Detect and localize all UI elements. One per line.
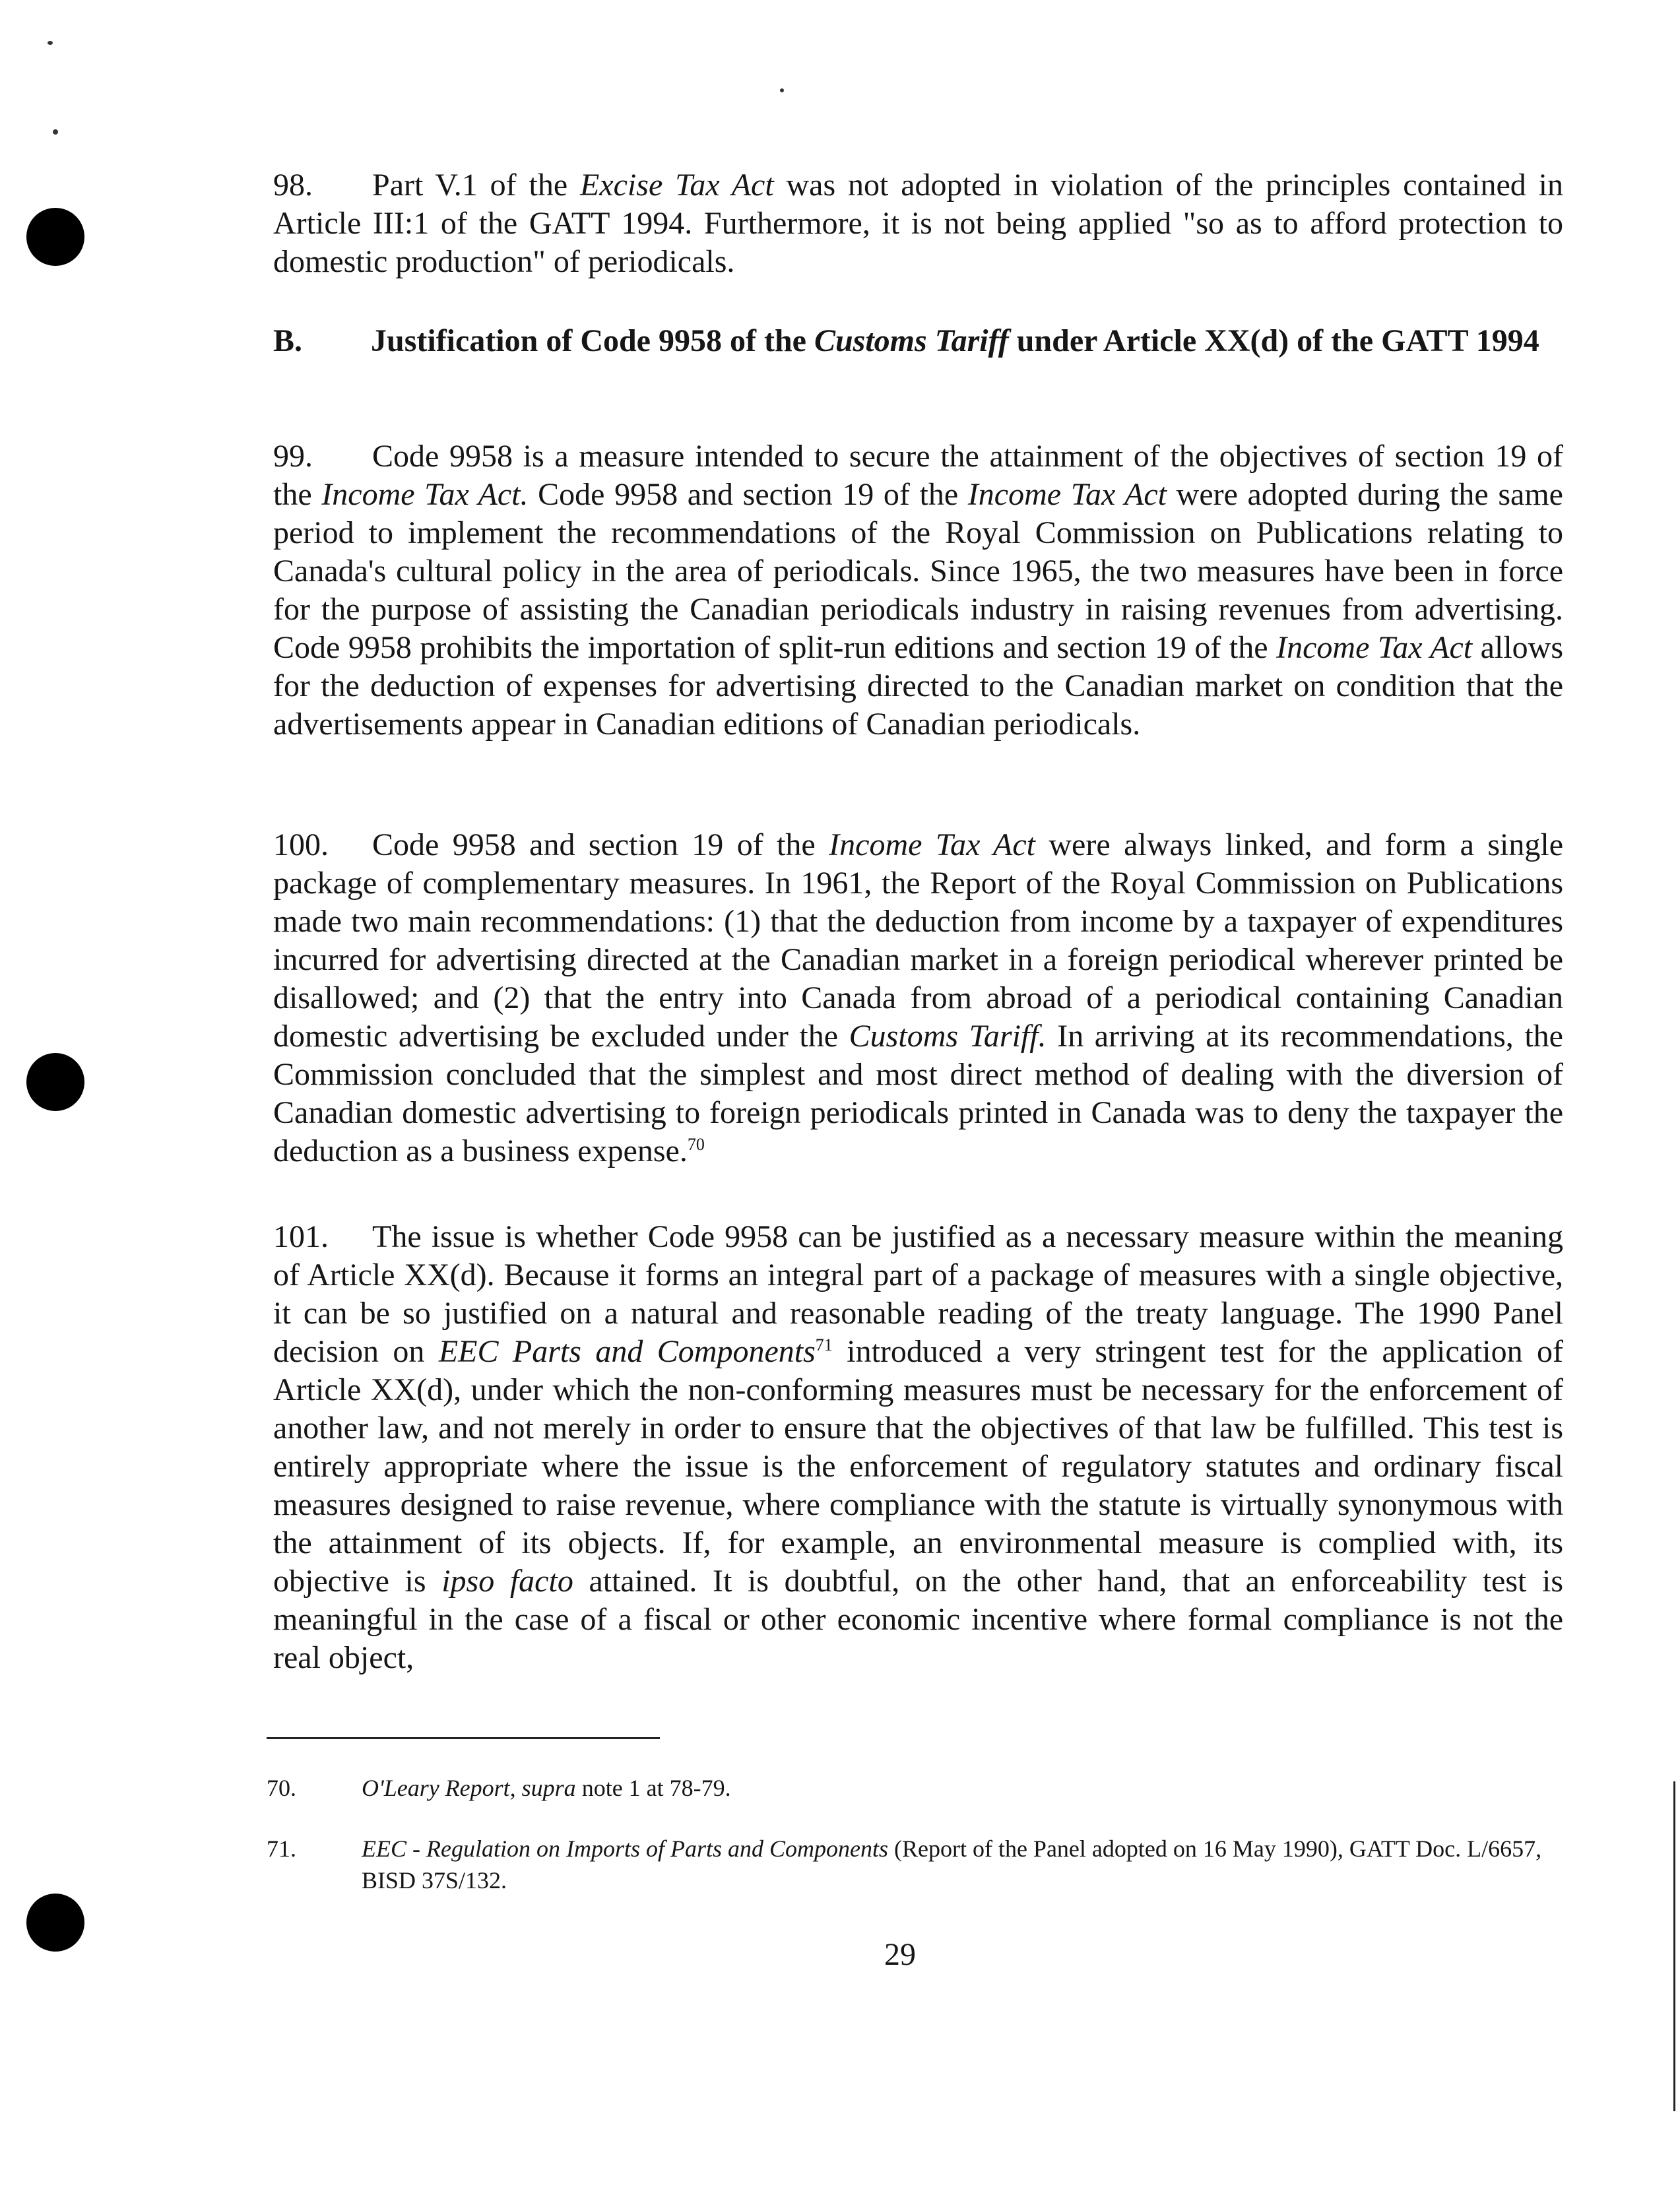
section-letter: B. (273, 323, 303, 358)
punch-hole-bottom (26, 1894, 84, 1952)
footnote-reference-71[interactable]: 71 (815, 1335, 833, 1354)
paragraph-number: 98. (273, 168, 313, 203)
page-number: 29 (884, 1937, 916, 1972)
paragraph-number: 99. (273, 439, 313, 474)
punch-hole-middle (26, 1053, 84, 1111)
paragraph-number: 100. (273, 827, 329, 862)
paragraph-italic-text: Excise Tax Act (580, 168, 774, 203)
footnote-reference-70[interactable]: 70 (687, 1135, 705, 1154)
paragraph-text: was not adopted in violation of the principles contained in Article III:1 of the GATT 1994. Furthermore, it is not being applied "so as to afford protection to domestic production" of periodicals. (273, 168, 1563, 279)
scan-speck (780, 88, 784, 92)
scan-speck (53, 129, 58, 135)
paragraph-number: 101. (273, 1219, 329, 1254)
scan-speck (48, 41, 53, 45)
footnote-separator (267, 1737, 660, 1739)
footnote-number: 70. (267, 1775, 296, 1801)
paragraph-100: 100. Code 9958 and section 19 of the Income Tax Act were always linked, and form a single package of complementary measures. In 1961, the Report of the Royal Commission on Publications made two main recommendations: (1) that the deduction from income by a taxpayer of expenditures incurred for advertising directed at the Canadian market in a foreign periodical wherever printed be disallowed; and (2) that the entry into Canada from abroad of a periodical containing Canadian domestic advertising be excluded under the Customs Tariff. In arriving at its recommendations, the Commission concluded that the simplest and most direct method of dealing with the diversion of Canadian domestic advertising to foreign periodicals printed in Canada was to deny the taxpayer the deduction as a business expense.$^{70}$ (273, 827, 1564, 1168)
footnote-text: EEC - Regulation on Imports of Parts and Components (Report of the Panel adopted on 16 May 1990), GATT Doc. L/6657, BISD 37S/132. (362, 1835, 1542, 1894)
page-edge-line (1673, 1781, 1675, 2111)
punch-hole-top (26, 208, 84, 266)
paragraph-98 (273, 166, 1563, 281)
section-heading-text: Justification of Code 9958 of the Customs Tariff under Article XX(d) of the GATT 1994 (371, 323, 1539, 358)
footnote-text: O'Leary Report, supra note 1 at 78-79. (362, 1775, 731, 1801)
paragraph-101: 101. The issue is whether Code 9958 can be justified as a necessary measure within the meaning of Article XX(d). Because it forms an integral part of a package of measures with a single objective, it can be so justified on a natural and reasonable reading of the treaty language. The 1990 Panel decision on EEC Parts and Components$^{71}$ introduced a very stringent test for the application of Article XX(d), under which the non-conforming measures must be necessary for the enforcement of another law, and not merely in order to ensure that the objectives of that law be fulfilled. This test is entirely appropriate where the issue is the enforcement of regulatory statutes and ordinary fiscal measures designed to raise revenue, where compliance with the statute is virtually synonymous with the attainment of its objects. If, for example, an environmental measure is complied with, its objective is ipso facto attained. It is doubtful, on the other hand, that an enforceability test is meaningful in the case of a fiscal or other economic incentive where formal compliance is not the real object, (273, 1219, 1564, 1675)
footnote-number: 71. (267, 1835, 296, 1862)
paragraph-text: Part V.1 of the (372, 168, 580, 203)
heading-italic-text: Customs Tariff (814, 323, 1009, 358)
paragraph-99: 99. Code 9958 is a measure intended to secure the attainment of the objectives of section 19 of the Income Tax Act. Code 9958 and section 19 of the Income Tax Act were adopted during the same period to implement the recommendations of the Royal Commission on Publications relating to Canada's cultural policy in the area of periodicals. Since 1965, the two measures have been in force for the purpose of assisting the Canadian periodicals industry in raising revenues from advertising. Code 9958 prohibits the importation of split-run editions and section 19 of the Income Tax Act allows for the deduction of expenses for advertising directed to the Canadian market on condition that the advertisements appear in Canadian editions of Canadian periodicals. (273, 439, 1563, 742)
